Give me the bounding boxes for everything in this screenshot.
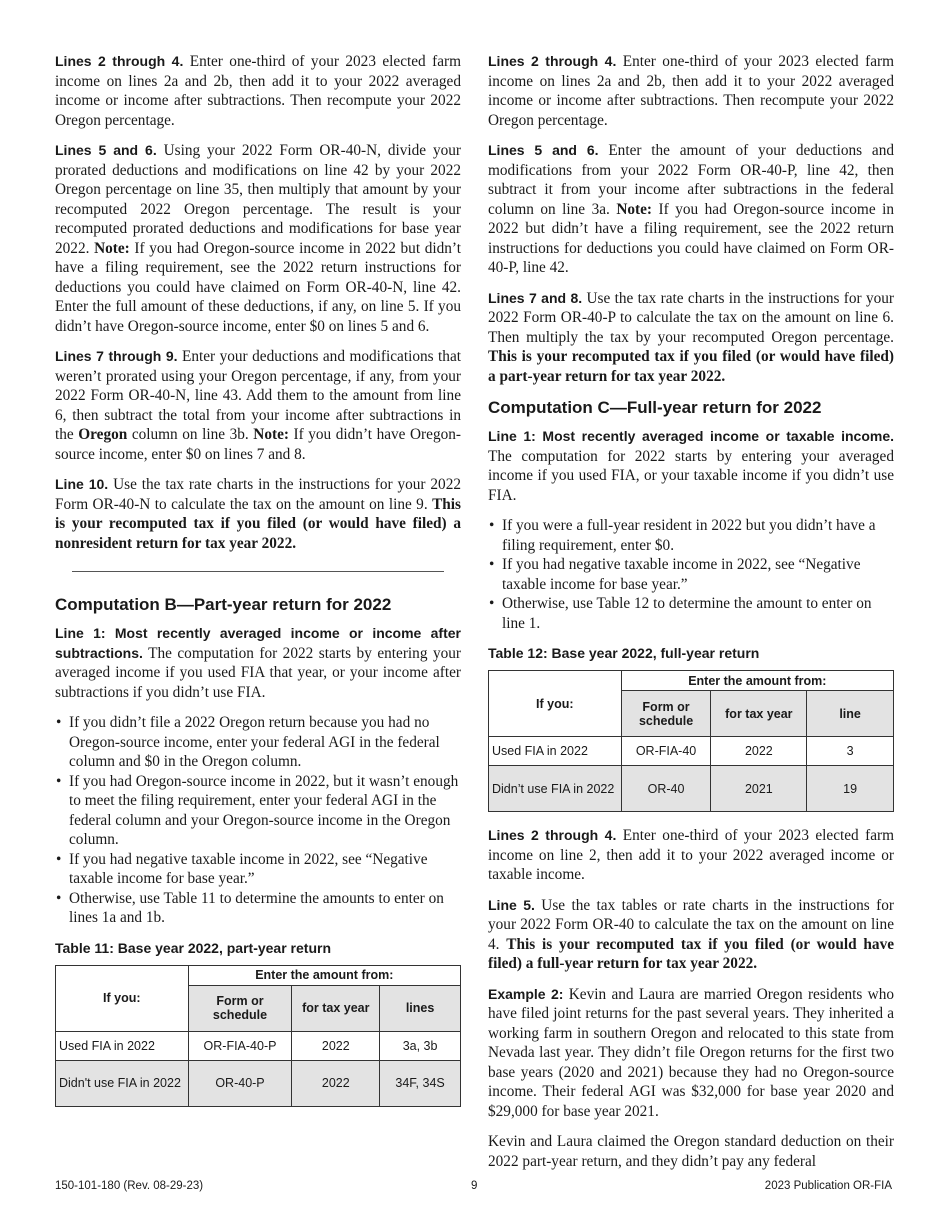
paragraph-lead: Line 10. xyxy=(55,476,109,492)
computation-b-heading: Computation B—Part-year return for 2022 xyxy=(55,595,392,614)
paragraph-lead: Lines 7 and 8. xyxy=(488,289,583,306)
row-line: 19 xyxy=(807,766,894,812)
paragraph-lines-5-6 xyxy=(488,141,894,278)
row-form: OR-40 xyxy=(621,766,711,812)
paragraph-text: Enter the amount of your deductions and modifications from your 2022 Form OR-40-P, line 42, then subtract it from your income after subtractions in the federal column on line 3a. xyxy=(488,142,894,218)
table-11 xyxy=(55,965,461,1107)
paragraph-text: If you had Oregon-source income in 2022 but didn’t have a filing requirement, see the 2022 return instructions for deductions you could have claimed on Form OR-40-N, line 42. Enter the full amount of these deductions, if any, on line 5. If you didn’t have Oregon-source income, enter $0 on lines 5 and 6. xyxy=(55,239,461,335)
paragraph-lead: Lines 2 through 4. xyxy=(55,53,184,69)
paragraph-line-5-c xyxy=(488,896,894,974)
paragraph-text: Use the tax rate charts in the instructions for your 2022 Form OR-40-N to calculate the tax on the amount on line 9. xyxy=(55,476,461,513)
year-column-header: for tax year xyxy=(292,985,380,1031)
paragraph-line-10 xyxy=(55,475,461,553)
paragraph-text: The computation for 2022 starts by entering your averaged income if you used FIA, or your taxable income if you didn’t use FIA. xyxy=(488,447,894,504)
paragraph-text: column on line 3b. xyxy=(127,426,254,443)
paragraph-lead: Lines 5 and 6. xyxy=(55,142,157,158)
paragraph-text: If you didn’t have Oregon-source income, enter $0 on lines 7 and 8. xyxy=(55,426,461,463)
form-column-header: Form or schedule xyxy=(188,985,292,1031)
row-label: Used FIA in 2022 xyxy=(489,737,622,766)
paragraph-example-2-continued: Kevin and Laura claimed the Oregon standard deduction on their 2022 part-year return, and they didn’t pay any federal xyxy=(488,1133,894,1170)
paragraph-example-2 xyxy=(488,985,894,1122)
paragraph-lead: Line 1: Most recently averaged income or income after subtractions. xyxy=(55,625,461,661)
table-11-caption: Table 11: Base year 2022, part-year return xyxy=(55,939,332,956)
paragraph-lead: Lines 2 through 4. xyxy=(488,53,617,69)
paragraph-lead: Example 2: xyxy=(488,985,564,1002)
if-you-header: If you: xyxy=(56,965,189,1031)
note-label: Note: xyxy=(94,239,130,257)
paragraph-line-1-c xyxy=(488,427,894,505)
row-year: 2021 xyxy=(711,766,807,812)
paragraph-lead: Lines 7 through 9. xyxy=(55,348,178,364)
row-form: OR-FIA-40-P xyxy=(188,1031,292,1060)
left-column xyxy=(55,52,461,1121)
paragraph-text: The computation for 2022 starts by entering your averaged income if you used FIA that year, or your income after subtractions if you didn’t use FIA. xyxy=(55,644,461,701)
row-line: 3a, 3b xyxy=(380,1031,461,1060)
paragraph-bold-text: This is your recomputed tax if you filed (or would have filed) a nonresident return for tax year 2022. xyxy=(55,495,461,552)
table-12-caption: Table 12: Base year 2022, full-year return xyxy=(488,645,760,661)
paragraph-lines-7-9 xyxy=(55,347,461,464)
paragraph-lines-2-4-c xyxy=(488,826,894,885)
line-column-header: line xyxy=(807,691,894,737)
list-item: • If you had negative taxable income in 2022, see “Negative taxable income for base year.” xyxy=(488,555,894,594)
table-12 xyxy=(488,670,894,812)
list-item: • If you were a full-year resident in 2022 but you didn’t have a filing requirement, enter $0. xyxy=(488,516,894,555)
note-label: Note: xyxy=(616,200,653,218)
paragraph-text: Enter one-third of your 2023 elected farm income on lines 2a and 2b, then add it to your 2022 averaged income or income after subtractions. Then recompute your 2022 Oregon percentage. xyxy=(488,53,894,129)
paragraph-lines-7-8 xyxy=(488,289,894,387)
paragraph-text: Enter your deductions and modifications that weren’t prorated using your Oregon percentage, if any, from your 2022 Form OR-40-N, line 43. Add them to the amount from line 6, then subtract the total from your income after subtractions in the xyxy=(55,348,461,443)
row-label: Didn't use FIA in 2022 xyxy=(56,1060,189,1106)
paragraph-text: Enter one-third of your 2023 elected farm income on lines 2a and 2b, then add it to your 2022 averaged income or income after subtractions. Then recompute your 2022 Oregon percentage. xyxy=(55,53,461,129)
paragraph-line-1-b xyxy=(55,624,461,702)
if-you-header: If you: xyxy=(489,671,622,737)
computation-c-heading: Computation C—Full-year return for 2022 xyxy=(488,398,822,417)
table-row xyxy=(56,1060,461,1106)
row-form: OR-FIA-40 xyxy=(621,737,711,766)
row-year: 2022 xyxy=(292,1060,380,1106)
paragraph-lines-2-4 xyxy=(55,52,461,130)
table-row xyxy=(489,737,894,766)
year-column-header: for tax year xyxy=(711,691,807,737)
paragraph-bold-text: This is your recomputed tax if you filed (or would have filed) a full-year return for tax year 2022. xyxy=(488,935,895,972)
list-item: • If you had Oregon-source income in 2022, but it wasn’t enough to meet the filing requirement, enter your federal AGI in the federal column and your Oregon-source income in the Oregon column. xyxy=(55,772,461,850)
row-line: 34F, 34S xyxy=(380,1060,461,1106)
paragraph-text: Kevin and Laura are married Oregon residents who have filed joint returns for the past several years. They inherited a working farm in southern Oregon and relocated to this state from Nevada last year. They didn’t file Oregon returns for the first two base years (2020 and 2021) because they had no Oregon-source income. Their federal AGI was $32,000 for base year 2020 and $29,000 for base year 2021. xyxy=(488,985,894,1120)
paragraph-text: If you had Oregon-source income in 2022 but didn’t have a filing requirement, see the 2022 return instructions for deductions you could have claimed on Form OR-40-P, line 42. xyxy=(488,200,894,276)
form-column-header: Form or schedule xyxy=(621,691,711,737)
paragraph-text: Enter one-third of your 2023 elected farm income on line 2, then add it to your 2022 averaged income or taxable income. xyxy=(488,827,894,883)
paragraph-lead: Line 5. xyxy=(488,896,535,913)
row-form: OR-40-P xyxy=(188,1060,292,1106)
note-label: Note: xyxy=(253,426,289,443)
footer-page-number: 9 xyxy=(471,1180,478,1192)
oregon-emphasis: Oregon xyxy=(78,426,128,443)
paragraph-lines-5-6 xyxy=(55,141,461,336)
paragraph-lead: Line 1: Most recently averaged income or taxable income. xyxy=(488,428,894,444)
paragraph-lead: Lines 2 through 4. xyxy=(488,827,617,843)
row-label: Didn’t use FIA in 2022 xyxy=(489,766,622,812)
list-item: • Otherwise, use Table 12 to determine the amount to enter on line 1. xyxy=(488,594,894,633)
list-item: • Otherwise, use Table 11 to determine the amounts to enter on lines 1a and 1b. xyxy=(55,889,461,928)
row-line: 3 xyxy=(807,737,894,766)
row-year: 2022 xyxy=(711,737,807,766)
bullet-list-c xyxy=(488,516,894,633)
row-label: Used FIA in 2022 xyxy=(56,1031,189,1060)
section-divider xyxy=(72,571,444,572)
line-column-header: lines xyxy=(380,985,461,1031)
table-row xyxy=(489,766,894,812)
table-row xyxy=(56,1031,461,1060)
paragraph-text: Use the tax tables or rate charts in the instructions for your 2022 Form OR-40 to calculate the tax on the amount on line 4. xyxy=(488,896,894,953)
footer-form-number: 150-101-180 (Rev. 08-29-23) xyxy=(55,1180,204,1192)
paragraph-text: Use the tax rate charts in the instructions for your 2022 Form OR-40-P to calculate the tax on the amount on line 6. Then multiply the tax by your recomputed Oregon percentage. xyxy=(488,289,894,346)
paragraph-lead: Lines 5 and 6. xyxy=(488,142,599,158)
right-column xyxy=(488,52,894,1182)
paragraph-text: Using your 2022 Form OR-40-N, divide your prorated deductions and modifications on line 42 by your 2022 Oregon percentage on line 35, then multiply that amount by your recomputed 2022 Oregon percentage. The result is your recomputed prorated deductions and modifications for base year 2022. xyxy=(55,142,461,257)
footer-publication: 2023 Publication OR-FIA xyxy=(764,1180,892,1192)
row-year: 2022 xyxy=(292,1031,380,1060)
list-item: • If you didn’t file a 2022 Oregon return because you had no Oregon-source income, enter your federal AGI in the federal column and $0 in the Oregon column. xyxy=(55,713,461,772)
paragraph-bold-text: This is your recomputed tax if you filed (or would have filed) a part-year return for tax year 2022. xyxy=(488,348,894,385)
bullet-list-b xyxy=(55,713,461,928)
list-item: • If you had negative taxable income in 2022, see “Negative taxable income for base year.” xyxy=(55,850,461,889)
enter-amount-header: Enter the amount from: xyxy=(621,671,893,691)
paragraph-lines-2-4 xyxy=(488,52,894,130)
enter-amount-header: Enter the amount from: xyxy=(188,965,460,985)
